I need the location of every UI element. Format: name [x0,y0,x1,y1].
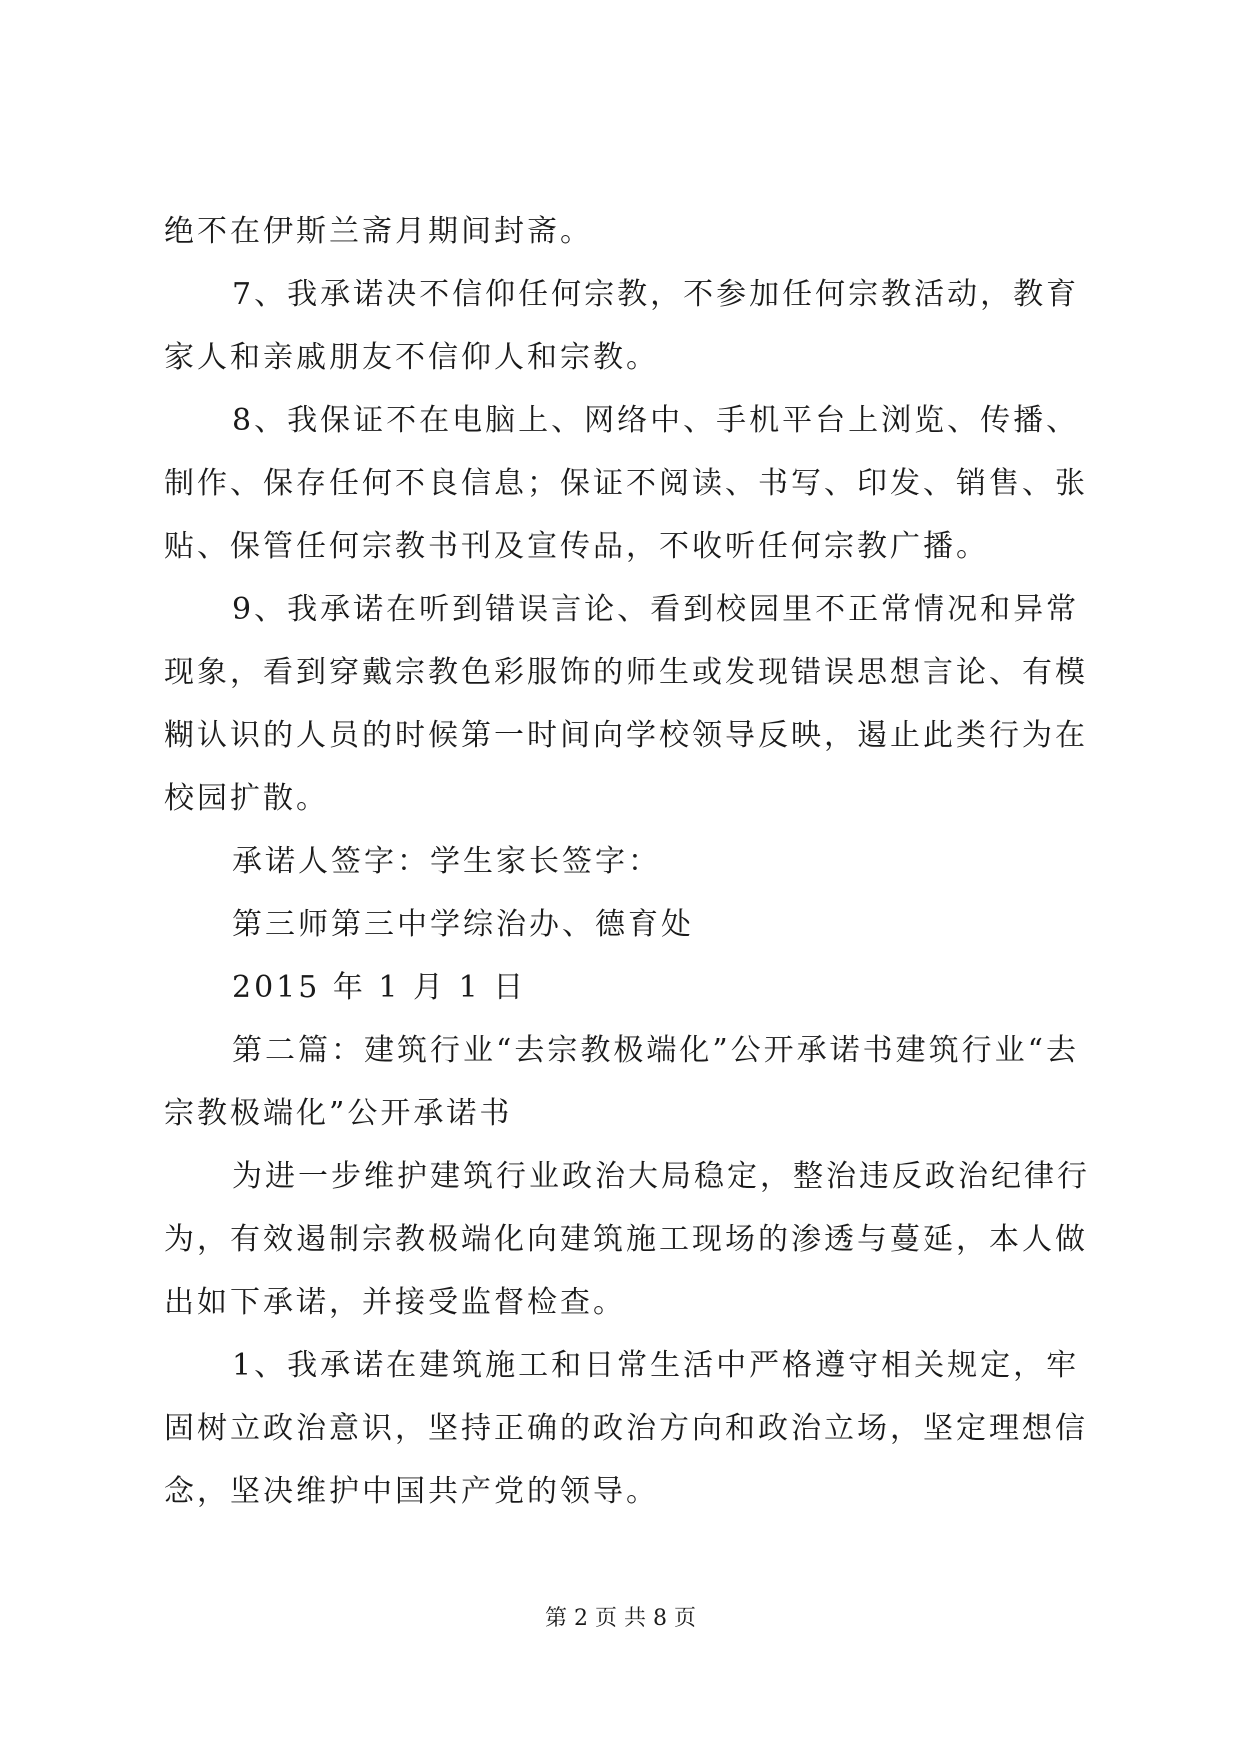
text-line: 校园扩散。 [164,781,329,816]
text-line: 出如下承诺，并接受监督检查。 [164,1285,626,1320]
signature-line: 承诺人签字：学生家长签字： [232,844,661,879]
date-line: 2015 年 1 月 1 日 [232,970,527,1005]
text-line: 贴、保管任何宗教书刊及宣传品，不收听任何宗教广播。 [164,529,989,564]
text-line: 8、我保证不在电脑上、网络中、手机平台上浏览、传播、 [232,403,1080,438]
page-number: 第 2 页 共 8 页 [545,1606,696,1631]
text-line: 为，有效遏制宗教极端化向建筑施工现场的渗透与蔓延，本人做 [164,1222,1088,1257]
text-line: 7、我承诺决不信仰任何宗教，不参加任何宗教活动，教育 [232,277,1080,312]
section-heading: 第二篇：建筑行业“去宗教极端化”公开承诺书建筑行业“去 [232,1033,1080,1068]
text-line: 现象，看到穿戴宗教色彩服饰的师生或发现错误思想言论、有模 [164,655,1088,690]
text-line: 9、我承诺在听到错误言论、看到校园里不正常情况和异常 [232,592,1080,627]
section-heading: 宗教极端化”公开承诺书 [164,1096,513,1131]
document-body [164,200,1090,1523]
text-line: 固树立政治意识，坚持正确的政治方向和政治立场，坚定理想信 [164,1411,1088,1446]
text-line: 制作、保存任何不良信息；保证不阅读、书写、印发、销售、张 [164,466,1088,501]
text-line: 念，坚决维护中国共产党的领导。 [164,1474,659,1509]
text-line: 家人和亲戚朋友不信仰人和宗教。 [164,340,659,375]
text-line: 1、我承诺在建筑施工和日常生活中严格遵守相关规定，牢 [232,1348,1080,1383]
issuer-line: 第三师第三中学综治办、德育处 [232,907,694,942]
text-line: 绝不在伊斯兰斋月期间封斋。 [164,214,593,249]
text-line: 为进一步维护建筑行业政治大局稳定，整治违反政治纪律行 [232,1159,1090,1194]
text-line: 糊认识的人员的时候第一时间向学校领导反映，遏止此类行为在 [164,718,1088,753]
